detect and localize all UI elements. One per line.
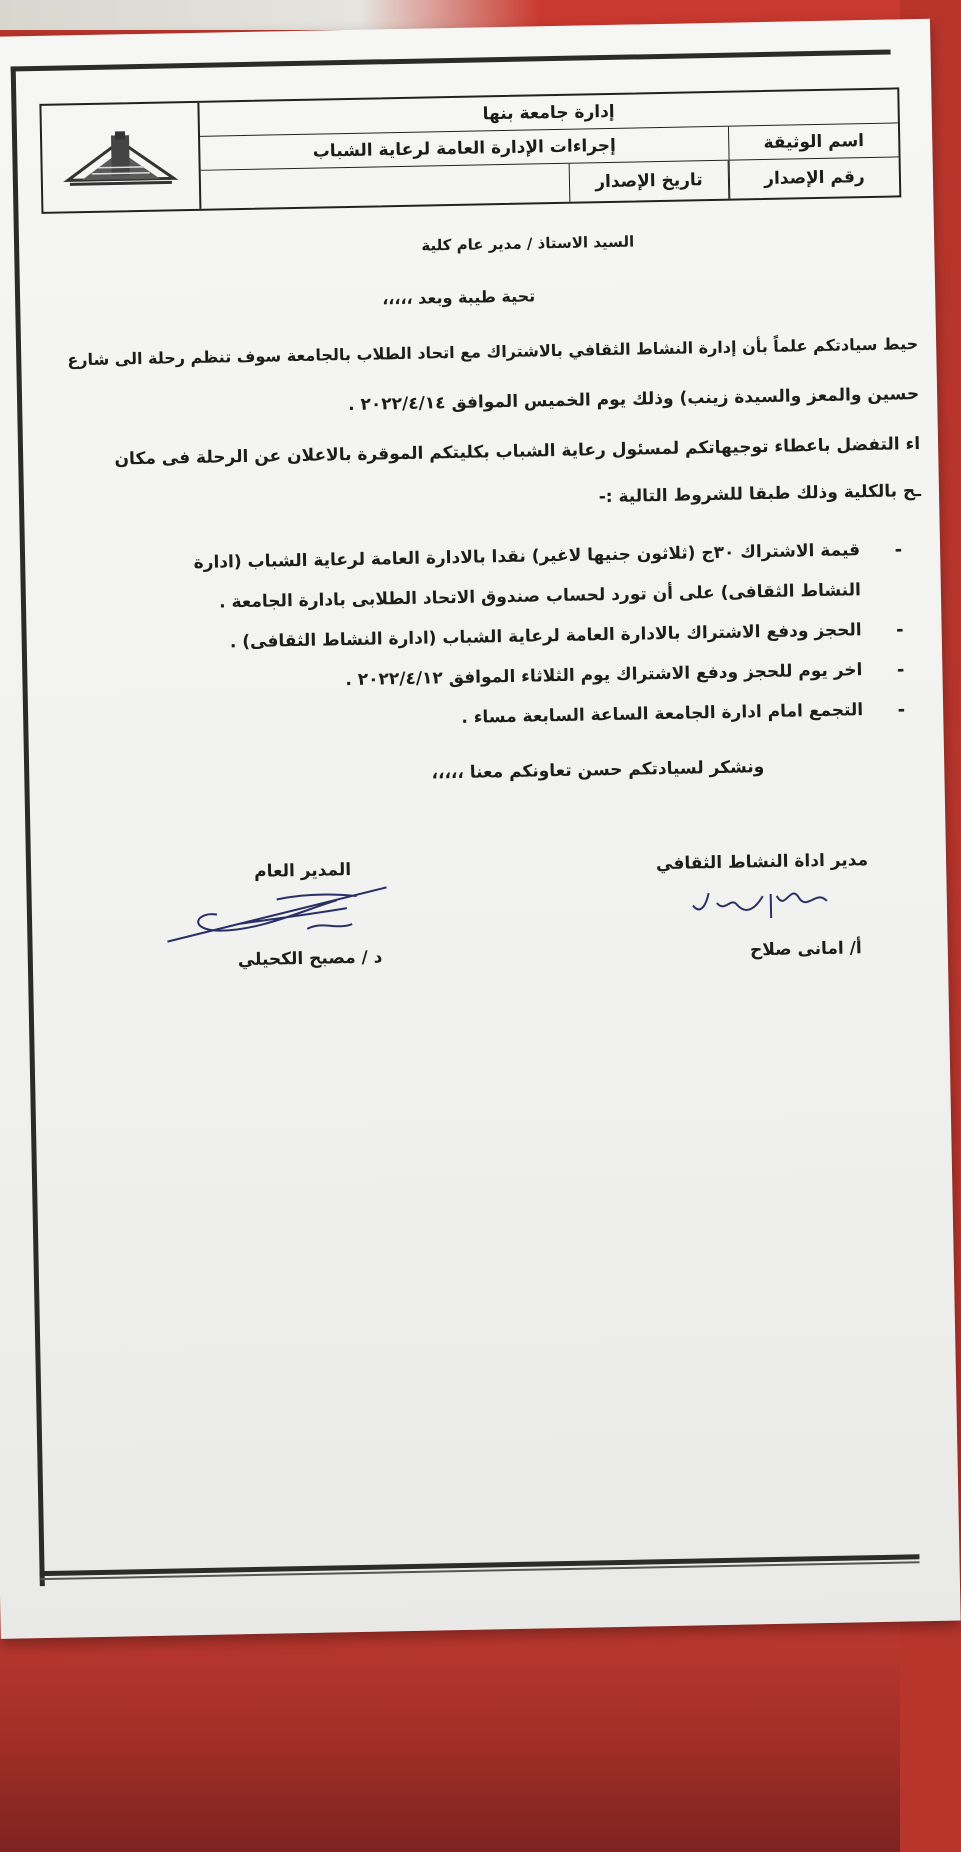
condition-1-line-1: قيمة الاشتراك ٣٠ج (ثلاثون جنيها لاغير) نقدا بالادارة العامة لرعاية الشباب (ادارة [193, 540, 861, 574]
logo-cell [41, 103, 201, 212]
condition-3: اخر يوم للحجز ودفع الاشتراك يوم الثلاثاء الموافق ٢٠٢٢/٤/١٢ . [345, 660, 863, 691]
signatory-left-name: د / مصبح الكحيلي [237, 947, 383, 971]
document-page [0, 19, 961, 1639]
table-surface [0, 1600, 900, 1852]
signatory-right-title: مدير اداة النشاط الثقافي [655, 850, 869, 875]
condition-bullet: - [894, 539, 903, 561]
paragraph-1-line-2: حسين والمعز والسيدة زينب) وذلك يوم الخميس الموافق ٢٠٢٢/٤/١٤ . [347, 384, 920, 416]
signatory-right-name: أ/ امانى صلاح [749, 938, 862, 961]
issue-date-value [201, 164, 570, 209]
paragraph-1-line-1: حيط سيادتكم علماً بأن إدارة النشاط الثقافي بالاشتراك مع اتحاد الطلاب بالجامعة سوف تنظم رحلة الى شارع [67, 334, 919, 370]
condition-2: الحجز ودفع الاشتراك بالادارة العامة لرعاية الشباب (ادارة النشاط الثقافى) . [229, 620, 862, 653]
condition-1-line-2: النشاط الثقافى) على أن تورد لحساب صندوق الاتحاد الطلابى بادارة الجامعة . [218, 580, 862, 613]
document-content [11, 49, 940, 1586]
document-header-table [39, 87, 901, 213]
paragraph-2-line-2: ـح بالكلية وذلك طبقا للشروط التالية :- [598, 481, 922, 508]
handwritten-signature-right [686, 881, 837, 934]
doc-name-value: إجراءات الإدارة العامة لرعاية الشباب [312, 135, 617, 162]
salutation: السيد الاستاذ / مدير عام كلية [421, 232, 635, 255]
paragraph-2-line-1: اء التفضل باعطاء توجيهاتكم لمسئول رعاية الشباب بكليتكم الموقرة بالاعلان عن الرحلة فى مكان [114, 434, 921, 470]
handwritten-signature-left [156, 877, 397, 952]
condition-4: التجمع امام ادارة الجامعة الساعة السابعة مساء . [461, 700, 864, 728]
university-emblem-icon [61, 126, 180, 188]
signatory-left-title: المدير العام [253, 860, 352, 882]
condition-bullet: - [896, 659, 905, 681]
condition-bullet: - [897, 699, 906, 721]
greeting: تحية طيبة وبعد ،،،،، [382, 286, 536, 309]
condition-bullet: - [895, 619, 904, 641]
issue-date-label: تاريخ الإصدار [569, 161, 730, 202]
issue-number-label: رقم الإصدار [729, 157, 900, 198]
frame-border-left [11, 66, 45, 1586]
closing-line: ونشكر لسيادتكم حسن تعاونكم معنا ،،،،، [431, 757, 765, 784]
university-name: إدارة جامعة بنها [482, 101, 615, 124]
doc-name-label: اسم الوثيقة [728, 123, 899, 159]
frame-border-top [11, 50, 891, 72]
